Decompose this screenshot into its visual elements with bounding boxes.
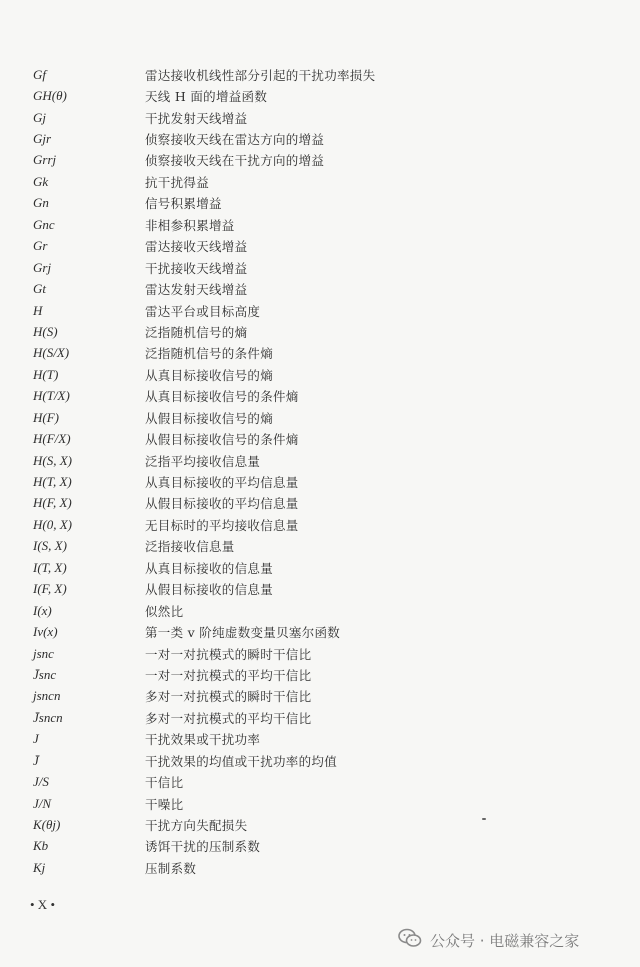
symbol: H(T, X) (33, 474, 72, 490)
symbol: H(F, X) (33, 495, 72, 511)
symbol-entry (33, 236, 593, 257)
symbol-description: 泛指随机信号的条件熵 (145, 346, 274, 362)
scan-speck (482, 818, 486, 820)
symbol: Iv(x) (33, 624, 58, 640)
symbol: J/S (33, 774, 49, 790)
symbol: H(T/X) (33, 388, 70, 404)
symbol-entry (33, 643, 593, 664)
symbol-entry (33, 150, 593, 171)
symbol-description: 压制系数 (145, 860, 197, 876)
symbol-entry (33, 107, 593, 128)
symbol: J/N (33, 795, 52, 811)
symbol-description: 诱饵干扰的压制系数 (145, 839, 261, 855)
symbol-entry (33, 664, 593, 685)
symbol: I(S, X) (33, 538, 67, 554)
symbol: Grrj (33, 152, 57, 168)
symbol: H(S, X) (33, 452, 72, 468)
symbol: Kb (33, 838, 49, 854)
symbol: J̄sncn (33, 709, 63, 725)
symbol-description: 泛指接收信息量 (145, 539, 235, 555)
symbol: I(T, X) (33, 559, 67, 575)
symbol-description: 泛指平均接收信息量 (145, 453, 261, 469)
symbol-entry (33, 771, 593, 792)
symbol-entry (33, 493, 593, 514)
symbol: Gjr (33, 131, 52, 147)
symbol: H(0, X) (33, 516, 72, 532)
symbol-entry (33, 278, 593, 299)
symbol-entry (33, 193, 593, 214)
symbol-entry (33, 386, 593, 407)
symbol: J̄snc (33, 666, 57, 682)
symbol: GH(θ) (33, 88, 67, 104)
symbol: H(F) (33, 409, 59, 425)
symbol: K(θj) (33, 817, 61, 833)
watermark-text: 公众号 · 电磁兼容之家 (430, 931, 580, 950)
symbol-description: 从真目标接收信号的条件熵 (145, 389, 299, 405)
symbol-description: 天线 H 面的增益函数 (145, 89, 268, 105)
symbol: Grj (33, 259, 52, 275)
symbol-description: 雷达平台或目标高度 (145, 303, 261, 319)
symbol: Gj (33, 109, 46, 125)
symbol-entry (33, 750, 593, 771)
symbol-description: 干扰接收天线增益 (145, 260, 248, 276)
symbol-description: 干噪比 (145, 796, 184, 812)
symbol: jsncn (33, 688, 61, 704)
watermark (398, 928, 579, 952)
symbol: Gt (33, 281, 46, 297)
symbol-description: 从假目标接收的信息量 (145, 582, 274, 598)
symbol-entry (33, 814, 593, 835)
wechat-icon (398, 928, 422, 952)
page-number: • X • (30, 897, 55, 912)
symbol-entry (33, 471, 593, 492)
symbol-entry (33, 536, 593, 557)
symbol-description: 干扰方向失配损失 (145, 818, 248, 834)
symbol-description: 雷达接收天线增益 (145, 239, 248, 255)
symbol: Gf (33, 66, 46, 82)
symbol-entry (33, 686, 593, 707)
symbol: Gr (33, 238, 48, 254)
symbol-description: 泛指随机信号的熵 (145, 324, 248, 340)
symbol: J̄ (33, 752, 39, 768)
symbol-entry (33, 514, 593, 535)
symbol: Gk (33, 173, 49, 189)
symbol-description: 无目标时的平均接收信息量 (145, 517, 299, 533)
symbol-description: 从假目标接收信号的条件熵 (145, 432, 299, 448)
symbol-description: 干扰效果或干扰功率 (145, 732, 261, 748)
symbol-entry (33, 64, 593, 85)
symbol-entry (33, 343, 593, 364)
symbol-description: 从真目标接收的平均信息量 (145, 475, 299, 491)
symbol-description: 侦察接收天线在干扰方向的增益 (145, 153, 325, 169)
symbol: I(F, X) (33, 581, 67, 597)
symbol-entry (33, 621, 593, 642)
symbol-entry (33, 257, 593, 278)
symbol: H(T) (33, 366, 59, 382)
symbol-entry (33, 793, 593, 814)
symbol-entry (33, 857, 593, 878)
symbol-description: 似然比 (145, 603, 184, 619)
symbol-entry (33, 85, 593, 106)
symbol-entry (33, 836, 593, 857)
symbol-entry (33, 557, 593, 578)
symbol-description: 一对一对抗模式的瞬时干信比 (145, 646, 312, 662)
symbol-description: 从假目标接收信号的熵 (145, 410, 274, 426)
symbol-entry (33, 321, 593, 342)
symbol-entry (33, 364, 593, 385)
symbol-description: 从真目标接收信号的熵 (145, 367, 274, 383)
symbol: H(F/X) (33, 431, 71, 447)
symbol-entry (33, 600, 593, 621)
symbol-description: 雷达发射天线增益 (145, 282, 248, 298)
symbol-description: 一对一对抗模式的平均干信比 (145, 667, 312, 683)
symbol-description: 侦察接收天线在雷达方向的增益 (145, 132, 325, 148)
symbol: H(S) (33, 323, 58, 339)
symbol-list (33, 64, 593, 879)
symbol-description: 多对一对抗模式的瞬时干信比 (145, 689, 312, 705)
symbol: jsnc (33, 645, 54, 661)
symbol: H(S/X) (33, 345, 70, 361)
symbol: I(x) (33, 602, 52, 618)
symbol-entry (33, 128, 593, 149)
symbol-description: 干扰发射天线增益 (145, 110, 248, 126)
symbol-entry (33, 171, 593, 192)
symbol-description: 抗干扰得益 (145, 174, 210, 190)
symbol-description: 干扰效果的均值或干扰功率的均值 (145, 753, 338, 769)
symbol-description: 非相参积累增益 (145, 217, 235, 233)
symbol-description: 第一类 v 阶纯虚数变量贝塞尔函数 (145, 625, 341, 641)
symbol-description: 信号积累增益 (145, 196, 222, 212)
symbol: Kj (33, 859, 46, 875)
symbol-entry (33, 729, 593, 750)
symbol-entry (33, 407, 593, 428)
symbol: H (33, 302, 43, 318)
symbol: Gnc (33, 216, 55, 232)
symbol-entry (33, 214, 593, 235)
symbol: Gn (33, 195, 49, 211)
symbol-description: 干信比 (145, 775, 184, 791)
symbol-description: 从真目标接收的信息量 (145, 560, 274, 576)
symbol-description: 从假目标接收的平均信息量 (145, 496, 299, 512)
symbol: J (33, 731, 39, 747)
symbol-entry (33, 707, 593, 728)
symbol-entry (33, 579, 593, 600)
symbol-entry (33, 450, 593, 471)
symbol-description: 雷达接收机线性部分引起的干扰功率损失 (145, 67, 376, 83)
symbol-description: 多对一对抗模式的平均干信比 (145, 710, 312, 726)
symbol-entry (33, 428, 593, 449)
symbol-entry (33, 300, 593, 321)
